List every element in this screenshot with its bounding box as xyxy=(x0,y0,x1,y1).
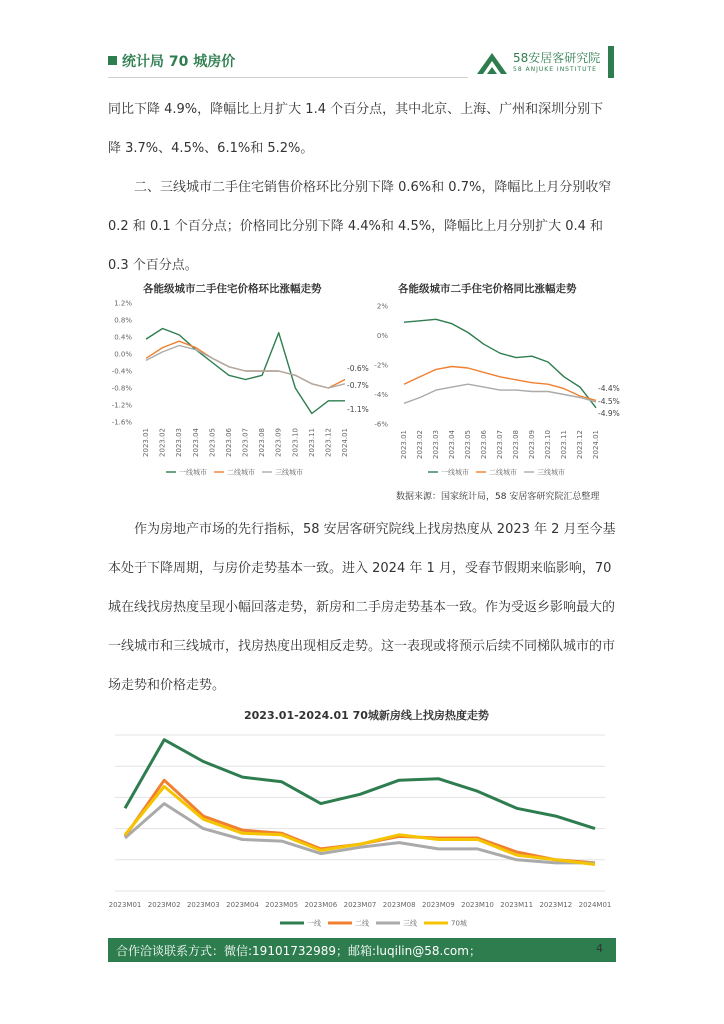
legend-label: 二线城市 xyxy=(227,468,255,477)
chart1-title: 各能级城市二手住宅价格环比涨幅走势 xyxy=(143,283,322,295)
x-tick-label: 2023.02 xyxy=(416,430,424,459)
y-tick-label: -6% xyxy=(374,420,388,429)
legend-label: 70城 xyxy=(451,919,467,928)
y-tick-label: 0.8% xyxy=(114,316,132,325)
y-tick-label: 2% xyxy=(376,302,388,311)
x-tick-label: 2023.12 xyxy=(324,428,333,457)
legend-label: 二线城市 xyxy=(489,468,517,477)
x-tick-label: 2023M07 xyxy=(343,901,377,909)
end-data-label: -4.4% xyxy=(598,384,620,393)
data-source: 数据来源：国家统计局，58 安居客研究院汇总整理 xyxy=(396,492,600,502)
chart3 xyxy=(108,726,616,932)
x-tick-label: 2023M04 xyxy=(226,901,259,909)
x-tick-label: 2023.05 xyxy=(464,430,472,459)
x-tick-label: 2023M03 xyxy=(186,901,220,909)
x-tick-label: 2023.03 xyxy=(175,428,184,457)
x-tick-label: 2023.01 xyxy=(142,428,150,457)
y-tick-label: 0% xyxy=(376,332,388,340)
header-accent-bar xyxy=(608,46,614,78)
header-title: 统计局 70 城房价 xyxy=(122,54,236,70)
end-data-label: -0.6% xyxy=(347,364,369,373)
series-line-1 xyxy=(125,780,595,863)
x-tick-label: 2023.02 xyxy=(158,428,167,457)
x-tick-label: 2023M09 xyxy=(421,901,455,909)
paragraph-2: 二、三线城市二手住宅销售价格环比分别下降 0.6%和 0.7%，降幅比上月分别收窄 0.2 和 0.1 个百分点；价格同比分别下降 4.4%和 4.5%，降幅比上月分别扩大 0.4 和 0.3 个百分点。 xyxy=(108,180,612,273)
y-tick-label: 1.2% xyxy=(114,299,132,308)
x-tick-label: 2023.10 xyxy=(544,430,552,459)
legend-label: 一线城市 xyxy=(179,468,207,477)
logo-subtitle: 58 ANJUKE INSTITUTE xyxy=(513,66,597,73)
x-tick-label: 2023M02 xyxy=(147,901,181,909)
y-tick-label: 0.0% xyxy=(114,350,132,359)
chart2 xyxy=(370,295,620,485)
series-line-2 xyxy=(146,346,345,389)
x-tick-label: 2023.08 xyxy=(512,430,520,459)
y-tick-label: -2% xyxy=(374,361,388,370)
legend-label: 二线 xyxy=(355,919,369,928)
page-number: 4 xyxy=(596,942,603,955)
x-tick-label: 2023M06 xyxy=(304,901,338,909)
logo xyxy=(475,50,615,78)
y-tick-label: -1.2% xyxy=(111,401,132,410)
x-tick-label: 2023.07 xyxy=(496,430,504,459)
x-tick-label: 2023.12 xyxy=(576,430,584,459)
x-tick-label: 2024.01 xyxy=(341,428,349,457)
footer-bar xyxy=(108,938,616,962)
legend-label: 一线 xyxy=(307,919,321,928)
x-tick-label: 2023.09 xyxy=(528,430,536,459)
series-line-0 xyxy=(125,740,595,829)
x-tick-label: 2023.09 xyxy=(274,428,283,457)
chart2-title: 各能级城市二手住宅价格同比涨幅走势 xyxy=(398,283,577,295)
legend-label: 三线城市 xyxy=(275,468,303,477)
end-data-label: -0.7% xyxy=(347,381,369,390)
x-tick-label: 2023M10 xyxy=(461,901,494,909)
end-data-label: -4.9% xyxy=(598,409,620,418)
y-tick-label: -4% xyxy=(374,391,388,399)
x-tick-label: 2023.08 xyxy=(258,428,267,457)
x-tick-label: 2024M01 xyxy=(578,901,612,909)
x-tick-label: 2023M11 xyxy=(500,901,534,909)
x-tick-label: 2024.01 xyxy=(592,430,600,459)
footer-contact: 合作洽谈联系方式：微信:19101732989；邮箱:luqilin@58.com； xyxy=(116,944,481,958)
x-tick-label: 2023.05 xyxy=(208,428,217,457)
legend-label: 一线城市 xyxy=(441,468,469,477)
x-tick-label: 2023M08 xyxy=(382,901,416,909)
paragraph-1: 同比下降 4.9%，降幅比上月扩大 1.4 个百分点，其中北京、上海、广州和深圳分别下降 3.7%、4.5%、6.1%和 5.2%。 xyxy=(108,102,604,156)
y-tick-label: -0.8% xyxy=(111,384,132,393)
legend-label: 三线 xyxy=(403,919,417,928)
x-tick-label: 2023.03 xyxy=(432,430,440,459)
legend-label: 三线城市 xyxy=(537,468,565,477)
end-data-label: -1.1% xyxy=(347,405,369,414)
x-tick-label: 2023.06 xyxy=(480,430,488,459)
x-tick-label: 2023M05 xyxy=(265,901,299,909)
y-tick-label: -0.4% xyxy=(111,367,132,376)
x-tick-label: 2023M01 xyxy=(108,901,142,909)
x-tick-label: 2023.04 xyxy=(191,428,200,457)
logo-mark-icon xyxy=(475,50,509,76)
x-tick-label: 2023.10 xyxy=(291,428,300,457)
x-tick-label: 2023.07 xyxy=(241,428,250,457)
series-line-2 xyxy=(404,384,596,403)
logo-name: 58安居客研究院 xyxy=(513,51,601,65)
page-header xyxy=(108,46,614,78)
header-rule xyxy=(108,77,468,78)
end-data-label: -4.5% xyxy=(598,397,620,406)
paragraph-3: 作为房地产市场的先行指标，58 安居客研究院线上找房热度从 2023 年 2 月至今基本处于下降周期，与房价走势基本一致。进入 2024 年 1 月，受春节假期来临影响，70 城在线找房热度呈现小幅回落走势，新房和二手房走势基本一致。作为受返乡影响最大的一线城市和三线城市，找房热度出现相反走势。这一表现或将预示后续不同梯队城市的市场走势和价格走势。 xyxy=(108,522,616,693)
x-tick-label: 2023.06 xyxy=(224,428,233,457)
x-tick-label: 2023.01 xyxy=(400,430,408,459)
chart3-title: 2023.01-2024.01 70城新房线上找房热度走势 xyxy=(244,709,489,722)
header-square-icon xyxy=(108,56,117,65)
x-tick-label: 2023.04 xyxy=(448,430,456,459)
chart1 xyxy=(108,295,370,485)
y-tick-label: 0.4% xyxy=(114,333,132,342)
series-line-1 xyxy=(146,341,345,388)
x-tick-label: 2023.11 xyxy=(307,428,316,457)
y-tick-label: -1.6% xyxy=(111,418,132,427)
x-tick-label: 2023M12 xyxy=(539,901,573,909)
x-tick-label: 2023.11 xyxy=(560,430,568,459)
